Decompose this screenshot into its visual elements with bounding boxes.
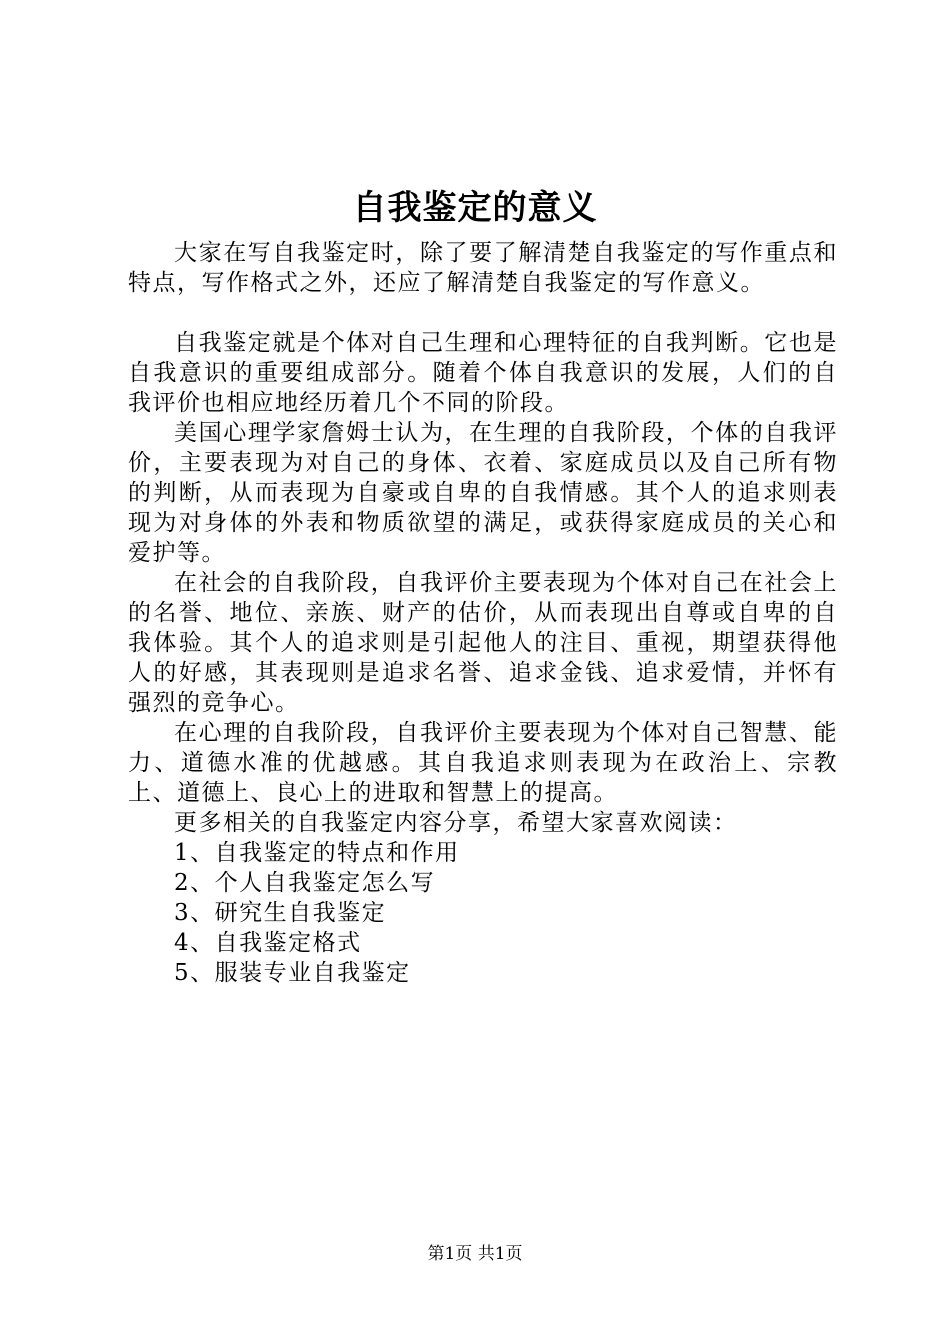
page-title: 自我鉴定的意义	[352, 188, 598, 228]
paragraph-social-self: 在社会的自我阶段，自我评价主要表现为个体对自己在社会上的名誉、地位、亲族、财产的估价，从而表现出自尊或自卑的自我体验。其个人的追求则是引起他人的注目、重视，期望获得他人的好感，其表现则是追求名誉、追求金钱、追求爱情，并怀有强烈的竞争心。	[128, 570, 838, 716]
paragraph-intro: 大家在写自我鉴定时，除了要了解清楚自我鉴定的写作重点和特点，写作格式之外，还应了解清楚自我鉴定的写作意义。	[128, 240, 838, 296]
list-item: 2、个人自我鉴定怎么写	[174, 870, 436, 896]
paragraph-psychological-self: 在心理的自我阶段，自我评价主要表现为个体对自己智慧、能力、道德水准的优越感。其自我追求则表现为在政治上、宗教上、道德上、良心上的进取和智慧上的提高。	[128, 720, 838, 806]
list-item: 3、研究生自我鉴定	[174, 900, 387, 926]
list-item: 1、自我鉴定的特点和作用	[174, 840, 460, 866]
paragraph-related-intro: 更多相关的自我鉴定内容分享，希望大家喜欢阅读：	[174, 810, 738, 836]
page-number-footer: 第1页 共1页	[427, 1244, 523, 1264]
document-body	[128, 238, 838, 988]
list-item: 5、服装专业自我鉴定	[174, 960, 411, 986]
related-list	[128, 838, 838, 988]
paragraph-physical-self: 美国心理学家詹姆士认为，在生理的自我阶段，个体的自我评价，主要表现为对自己的身体、衣着、家庭成员以及自己所有物的判断，从而表现为自豪或自卑的自我情感。其个人的追求则表现为对身体的外表和物质欲望的满足，或获得家庭成员的关心和爱护等。	[128, 420, 838, 566]
list-item: 4、自我鉴定格式	[174, 930, 362, 956]
paragraph-definition: 自我鉴定就是个体对自己生理和心理特征的自我判断。它也是自我意识的重要组成部分。随着个体自我意识的发展，人们的自我评价也相应地经历着几个不同的阶段。	[128, 330, 838, 416]
